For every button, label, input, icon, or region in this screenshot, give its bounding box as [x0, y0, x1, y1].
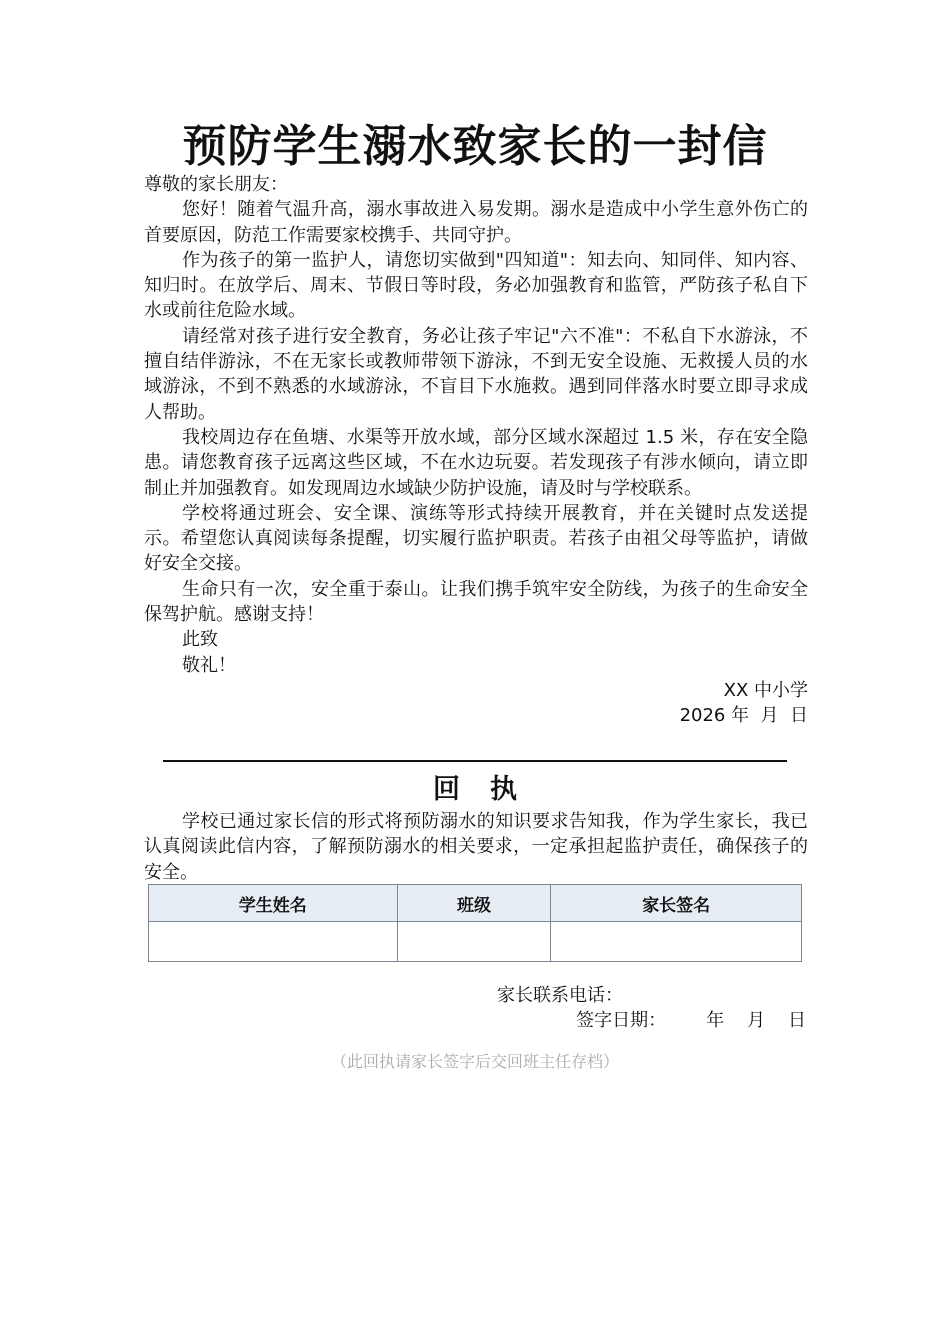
- closing-salute: 敬礼！: [182, 654, 236, 676]
- receipt-table: [148, 884, 802, 962]
- letter-body: [144, 172, 808, 729]
- column-student-name: 学生姓名: [149, 885, 398, 922]
- letter-paragraph-1: 您好！随着气温升高，溺水事故进入易发期。溺水是造成中小学生意外伤亡的首要原因，防范工作需要家校携手、共同守护。: [144, 199, 808, 246]
- receipt-table-header: [149, 885, 802, 922]
- letter-paragraph-4: 我校周边存在鱼塘、水渠等开放水域，部分区域水深超过 1.5 米，存在安全隐患。请您教育孩子远离这些区域，不在水边玩耍。若发现孩子有涉水倾向，请立即制止并加强教育。如发现周边水域缺少防护设施，请及时与学校联系。: [144, 426, 808, 499]
- signature-date-fields: 年 月 日: [706, 1010, 806, 1031]
- letter-date: 2026 年 月 日: [679, 705, 808, 727]
- parent-phone-label: 家长联系电话：: [497, 985, 623, 1006]
- letter-paragraph-5: 学校将通过班会、安全课、演练等形式持续开展教育，并在关键时点发送提示。希望您认真阅读每条提醒，切实履行监护职责。若孩子由祖父母等监护，请做好安全交接。: [144, 502, 808, 575]
- signature-date-label: 签字日期：: [576, 1010, 667, 1031]
- parent-signature-cell[interactable]: [551, 922, 802, 962]
- letter-paragraph-6: 生命只有一次，安全重于泰山。让我们携手筑牢安全防线，为孩子的生命安全保驾护航。感谢支持！: [144, 578, 808, 626]
- salutation: 尊敬的家长朋友：: [144, 174, 288, 195]
- school-signature: XX 中小学: [723, 679, 808, 701]
- letter-paragraph-3: 请经常对孩子进行安全教育，务必让孩子牢记"六不准"：不私自下水游泳，不擅自结伴游泳，不在无家长或教师带领下游泳，不到无安全设施、无救援人员的水域游泳，不到不熟悉的水域游泳，不盲目下水施救。遇到同伴落水时要立即寻求成人帮助。: [144, 325, 808, 423]
- column-class: 班级: [397, 885, 551, 922]
- receipt-statement: 学校已通过家长信的形式将预防溺水的知识要求告知我，作为学生家长，我已认真阅读此信内容，了解预防溺水的相关要求，一定承担起监护责任，确保孩子的安全。: [144, 811, 808, 883]
- signature-date-line: [576, 1008, 806, 1033]
- letter-title: 预防学生溺水致家长的一封信: [182, 121, 768, 172]
- cut-line-divider: [163, 760, 787, 762]
- class-cell[interactable]: [397, 922, 551, 962]
- receipt-note: （此回执请家长签字后交回班主任存档）: [330, 1052, 619, 1071]
- closing-greeting: 此致: [182, 629, 218, 651]
- letter-paragraph-2: 作为孩子的第一监护人，请您切实做到"四知道"：知去向、知同伴、知内容、知归时。在放学后、周末、节假日等时段，务必加强教育和监管，严防孩子私自下水或前往危险水域。: [144, 249, 808, 322]
- receipt-table-row: [149, 922, 802, 962]
- student-name-cell[interactable]: [149, 922, 398, 962]
- receipt-title: 回执: [433, 774, 547, 805]
- column-parent-signature: 家长签名: [551, 885, 802, 922]
